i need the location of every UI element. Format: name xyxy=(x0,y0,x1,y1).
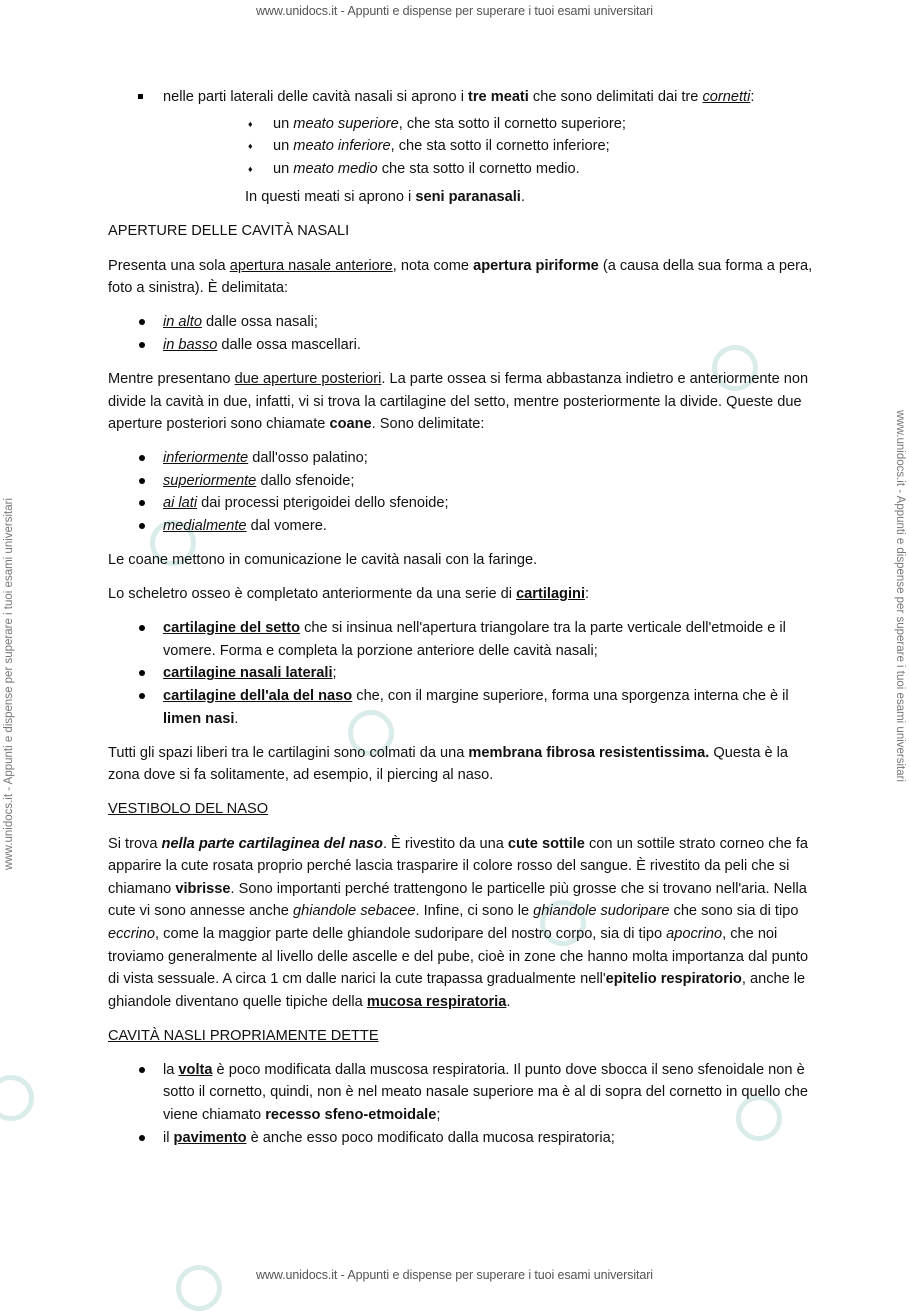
bullet-list xyxy=(108,447,823,537)
list-item xyxy=(108,334,823,357)
bullet-list xyxy=(108,617,823,730)
text-bold: cute sottile xyxy=(507,835,585,852)
text: è anche esso poco modificato dalla mucosa respiratoria; xyxy=(246,1129,615,1146)
text-underlined: in basso xyxy=(163,336,218,353)
page-header-watermark: www.unidocs.it - Appunti e dispense per superare i tuoi esami universitari xyxy=(256,4,653,18)
text-italic: meato inferiore xyxy=(293,138,391,155)
text: la xyxy=(163,1061,179,1078)
text: , che sta sotto il cornetto superiore; xyxy=(398,115,626,132)
paragraph xyxy=(108,833,823,1014)
text: , nota come xyxy=(392,257,474,274)
text: che si insinua nell'apertura triangolare tra la parte verticale dell'etmoide e il vomere. Forma e completa la porzione anteriore delle cavità nasali; xyxy=(163,620,786,659)
text: con un sottile strato corneo che fa apparire la cute rosata proprio perché lascia trasparire il colore rosso del sangue. È rivestito da peli che si chiamano xyxy=(108,835,809,897)
list-item xyxy=(108,685,823,730)
text: un xyxy=(273,138,294,155)
text-underlined: in alto xyxy=(163,314,202,331)
text: che sono sia di tipo xyxy=(669,903,799,920)
text: che, con il margine superiore, forma una sporgenza interna che è il xyxy=(352,688,789,705)
list-item xyxy=(108,492,823,515)
list-item xyxy=(108,311,823,334)
section-heading-vestibolo: VESTIBOLO DEL NASO xyxy=(108,801,269,818)
text-bold: seni paranasali xyxy=(415,189,521,206)
text: che sta sotto il cornetto medio. xyxy=(377,160,580,177)
bullet-list xyxy=(108,1059,823,1149)
text-bold-underlined: cartilagini xyxy=(516,586,585,603)
left-margin-watermark: www.unidocs.it - Appunti e dispense per superare i tuoi esami universitari xyxy=(3,497,15,870)
text: un xyxy=(273,115,294,132)
section-heading-aperture: APERTURE DELLE CAVITÀ NASALI xyxy=(108,223,350,240)
text-bold: coane xyxy=(329,416,372,433)
list-item xyxy=(108,617,823,662)
text: Mentre presentano xyxy=(108,370,235,387)
text-italic: apocrino xyxy=(666,925,723,942)
text-underlined: medialmente xyxy=(163,518,247,534)
text: dall'osso palatino; xyxy=(248,450,368,467)
list-item xyxy=(108,1127,823,1150)
text-bold-italic: nella parte cartilaginea del naso xyxy=(161,835,383,852)
text: dalle ossa mascellari. xyxy=(217,336,361,353)
text: : xyxy=(585,586,590,603)
text-bold-underlined: cartilagine nasali laterali xyxy=(163,665,333,682)
list-item xyxy=(108,662,823,685)
text: dal vomere. xyxy=(246,518,327,534)
paragraph xyxy=(108,583,823,606)
text: Lo scheletro osseo è completato anteriormente da una serie di xyxy=(108,586,517,603)
list-item xyxy=(108,447,823,470)
text-bold: recesso sfeno-etmoidale xyxy=(265,1107,437,1124)
text: Tutti gli spazi liberi tra le cartilagini sono colmati da una xyxy=(108,744,469,761)
text-bold: limen nasi xyxy=(163,710,235,727)
text-italic: meato superiore xyxy=(293,115,399,132)
text: , che sta sotto il cornetto inferiore; xyxy=(390,138,610,155)
section-heading-cavita: CAVITÀ NASLI PROPRIAMENTE DETTE xyxy=(108,1027,379,1044)
list-item xyxy=(218,113,823,136)
text: , anche le ghiandole diventano quelle tipiche della xyxy=(108,971,806,1010)
text: un xyxy=(273,160,294,177)
text: ; xyxy=(436,1107,441,1124)
list-item xyxy=(108,86,823,109)
text: nelle parti laterali delle cavità nasali si aprono i xyxy=(163,89,469,105)
text-bold-underlined: pavimento xyxy=(173,1129,247,1146)
text: , che noi troviamo generalmente al livello delle ascelle e del pube, cioè in zone che hanno molta importanza dal punto di vista sessuale. A circa 1 cm dalle narici la cute trapassa gradualmente nell' xyxy=(108,925,809,988)
text-underlined: due aperture posteriori xyxy=(234,370,382,387)
text-bold: tre meati xyxy=(468,89,529,105)
paragraph xyxy=(108,368,823,436)
text: Presenta una sola xyxy=(108,257,230,274)
right-margin-watermark: www.unidocs.it - Appunti e dispense per superare i tuoi esami universitari xyxy=(894,410,906,783)
text: . È rivestito da una xyxy=(382,835,508,852)
text: : xyxy=(750,89,755,105)
text-underlined: superiormente xyxy=(163,472,257,489)
list-item xyxy=(108,470,823,493)
text-underlined: ai lati xyxy=(163,495,198,512)
text: (a causa della sua forma a pera, foto a sinistra). È delimitata: xyxy=(108,257,813,297)
paragraph xyxy=(108,742,823,787)
text-bold-underlined: mucosa respiratoria xyxy=(366,993,507,1010)
meati-sublist xyxy=(218,113,823,181)
text: , come la maggior parte delle ghiandole sudoripare del nostro corpo, sia di tipo xyxy=(155,925,667,942)
text-bold: vibrisse xyxy=(175,880,231,897)
text: . La parte ossea si ferma abbastanza indietro e anteriormente non divide la cavità in due, infatti, vi si trova la cartilagine del setto, mentre posteriormente la divide. Queste due aperture posteriori sono chiamate xyxy=(108,370,809,433)
paragraph xyxy=(108,255,823,300)
watermark-logo-icon xyxy=(0,1075,34,1121)
list-item xyxy=(108,515,823,538)
text: dalle ossa nasali; xyxy=(201,314,318,331)
text: . xyxy=(234,710,239,727)
text-italic: eccrino xyxy=(108,925,156,942)
paragraph xyxy=(108,186,823,209)
list-item xyxy=(218,158,823,181)
text: Questa è la zona dove si fa solitamente, ad esempio, il piercing al naso. xyxy=(108,744,789,784)
text: Si trova xyxy=(108,835,162,852)
text-bold-underlined: cartilagine dell'ala del naso xyxy=(163,688,353,705)
text: . xyxy=(520,189,525,206)
list-item xyxy=(218,135,823,158)
text-bold: apertura piriforme xyxy=(473,257,599,274)
text: In questi meati si aprono i xyxy=(245,189,416,206)
text: . Sono delimitate: xyxy=(371,416,485,433)
text: . Infine, ci sono le xyxy=(415,903,534,920)
list-item xyxy=(108,1059,823,1127)
text: è poco modificata dalla muscosa respiratoria. Il punto dove sbocca il seno sfenoidale non è sotto il cornetto, quindi, non è nel meato nasale superiore ma è al di sopra del cornetto in quello che viene chiamato xyxy=(163,1061,808,1124)
text-underlined: apertura nasale anteriore xyxy=(229,257,393,274)
text: ; xyxy=(332,665,337,682)
paragraph: Le coane mettono in comunicazione le cavità nasali con la faringe. xyxy=(108,552,538,569)
page-footer-watermark: www.unidocs.it - Appunti e dispense per superare i tuoi esami universitari xyxy=(256,1268,653,1282)
bullet-list xyxy=(108,311,823,356)
text: . Sono importanti perché trattengono le particelle più grosse che si trovano nell'aria. Nella cute vi sono annesse anche xyxy=(108,880,807,920)
text-italic: ghiandole sudoripare xyxy=(533,903,670,920)
text: dai processi pterigoidei dello sfenoide; xyxy=(197,495,449,512)
text: il xyxy=(163,1129,174,1146)
meati-list xyxy=(163,86,823,109)
text: che sono delimitati dai tre xyxy=(528,89,703,105)
text-bold: epitelio respiratorio xyxy=(605,971,742,988)
text-italic: meato medio xyxy=(293,160,378,177)
text-underlined: cornetti xyxy=(702,89,751,105)
text-underlined: inferiormente xyxy=(163,450,249,467)
text: . xyxy=(506,993,511,1010)
document-body xyxy=(108,86,823,1161)
text-italic: ghiandole sebacee xyxy=(292,903,416,920)
text-bold: membrana fibrosa resistentissima. xyxy=(468,744,710,761)
text-bold-underlined: volta xyxy=(178,1061,213,1078)
text: dallo sfenoide; xyxy=(256,472,355,489)
text-bold-underlined: cartilagine del setto xyxy=(163,620,301,637)
